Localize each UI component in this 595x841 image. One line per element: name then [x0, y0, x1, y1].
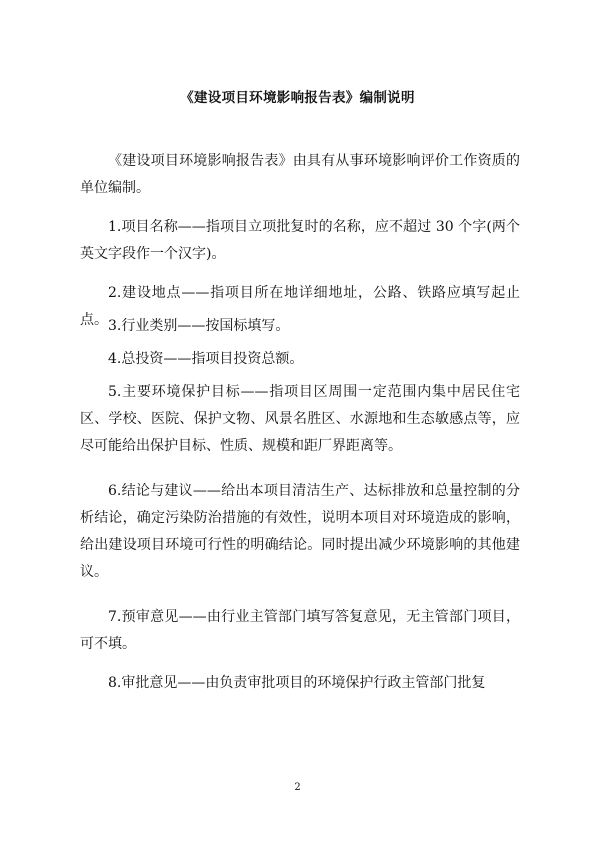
item-approval-opinion: 8.审批意见——由负责审批项目的环境保护行政主管部门批复	[108, 675, 486, 691]
item-construction-site: 2.建设地点——指项目所在地详细地址，公路、铁路应填写起止点。	[80, 285, 520, 328]
item-total-investment: 4.总投资——指项目投资总额。	[108, 351, 304, 367]
item-preliminary-review: 7.预审意见——由行业主管部门填写答复意见，无主管部门项目，可不填。	[80, 609, 520, 652]
item-protection-targets: 5.主要环境保护目标——指项目区周围一定范围内集中居民住宅区、学校、医院、保护文物、风景名胜区、水源地和生态敏感点等，应尽可能给出保护目标、性质、规模和距厂界距离等。	[80, 384, 520, 454]
document-title: 《建设项目环境影响报告表》编制说明	[180, 90, 415, 106]
intro-paragraph: 《建设项目环境影响报告表》由具有从事环境影响评价工作资质的单位编制。	[80, 153, 520, 196]
item-conclusions: 6.结论与建议——给出本项目清洁生产、达标排放和总量控制的分析结论，确定污染防治措施的有效性，说明本项目对环境造成的影响，给出建设项目环境可行性的明确结论。同时提出减少环境影响的其他建议。	[80, 483, 520, 580]
item-industry-category: 3.行业类别——按国标填写。	[108, 318, 290, 334]
page-number: 2	[294, 782, 301, 793]
item-project-name: 1.项目名称——指项目立项批复时的名称，应不超过 30 个字(两个英文字段作一个汉字)。	[80, 219, 520, 262]
